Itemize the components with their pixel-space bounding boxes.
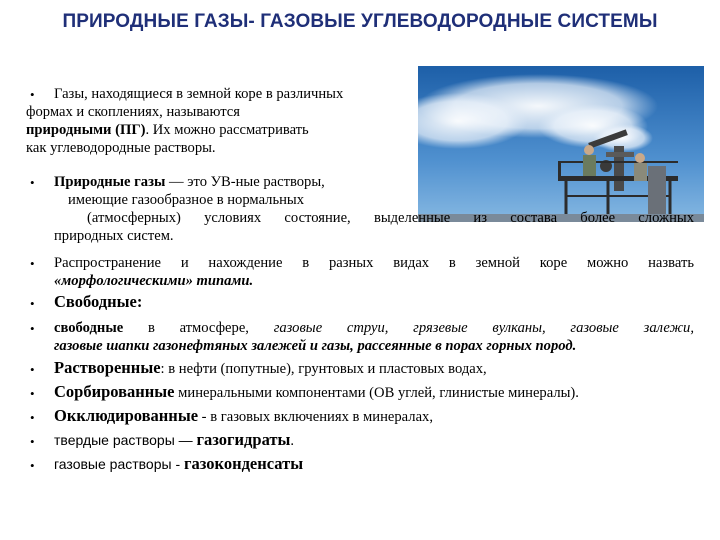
gas-well-illustration [418, 66, 704, 222]
p7-rest: минеральными компонентами (ОВ углей, глинистые минералы). [174, 385, 579, 401]
bullet-1: • [30, 87, 35, 102]
p4-line-1: Свободные: [54, 292, 143, 311]
bullet-9: • [30, 434, 35, 449]
p10-rest: газовые растворы - [54, 456, 184, 472]
p1-line-3 [26, 121, 406, 139]
p6-line [54, 359, 487, 378]
bullet-5: • [30, 321, 35, 336]
bullet-7: • [30, 386, 35, 401]
p5-italic: газовые струи, грязевые вулканы, газовые залежи, [273, 320, 694, 336]
p10-bold-term: газоконденсаты [184, 454, 304, 473]
bullet-6: • [30, 362, 35, 377]
p9-end: . [290, 433, 295, 449]
p1-line-3-rest: . Их можно рассматривать [145, 122, 309, 138]
p8-rest: - в газовых включениях в минералах, [198, 409, 433, 425]
paragraph-1 [26, 85, 406, 157]
p5-mid: в атмосфере, [123, 320, 274, 336]
p1-bold-term: природными (ПГ) [26, 122, 146, 138]
bullet-2: • [30, 175, 35, 190]
p6-bold-term: Растворенные [54, 358, 161, 377]
p9-rest: твердые растворы — [54, 432, 197, 448]
gas-emission-photo [418, 66, 704, 222]
p7-line [54, 383, 579, 402]
p2-bold-term: Природные газы [54, 174, 166, 190]
bullet-3: • [30, 256, 35, 271]
p8-bold-term: Окклюдированные [54, 406, 199, 425]
bullet-4: • [30, 296, 35, 311]
p9-bold-term: газогидраты [196, 430, 291, 449]
p2-line-1 [54, 173, 325, 191]
p1-line-2: формах и скоплениях, называются [26, 104, 240, 120]
p3-line-1: Распространение и нахождение в разных видах в земной коре можно назвать [54, 255, 694, 271]
p10-line [54, 455, 303, 474]
p8-line [54, 407, 433, 426]
p5-line-1 [54, 319, 694, 337]
p7-bold-term: Сорбированные [54, 382, 175, 401]
p5-bold-term: свободные [54, 320, 124, 336]
p9-line [54, 431, 294, 450]
p2-line-2: имеющие газообразное в нормальных [68, 192, 305, 208]
p2-line-1-rest: — это УВ-ные растворы, [165, 174, 325, 190]
bullet-10: • [30, 458, 35, 473]
p1-line-4: как углеводородные растворы. [26, 140, 216, 156]
slide-title: ПРИРОДНЫЕ ГАЗЫ- ГАЗОВЫЕ УГЛЕВОДОРОДНЫЕ СИСТЕМЫ [62, 11, 658, 32]
p2-line-4: природных систем. [54, 228, 174, 244]
p5-line-2: газовые шапки газонефтяных залежей и газы, рассеянные в порах горных пород. [54, 338, 577, 354]
p6-rest: : в нефти (попутные), грунтовых и пластовых водах, [160, 361, 487, 377]
bullet-8: • [30, 410, 35, 425]
p2-line-3: (атмосферных) условиях состояние, выделенные из состава более сложных [87, 210, 694, 226]
p3-line-2: «морфологическими» типами. [54, 273, 254, 289]
p1-line-1: Газы, находящиеся в земной коре в различных [54, 86, 344, 102]
